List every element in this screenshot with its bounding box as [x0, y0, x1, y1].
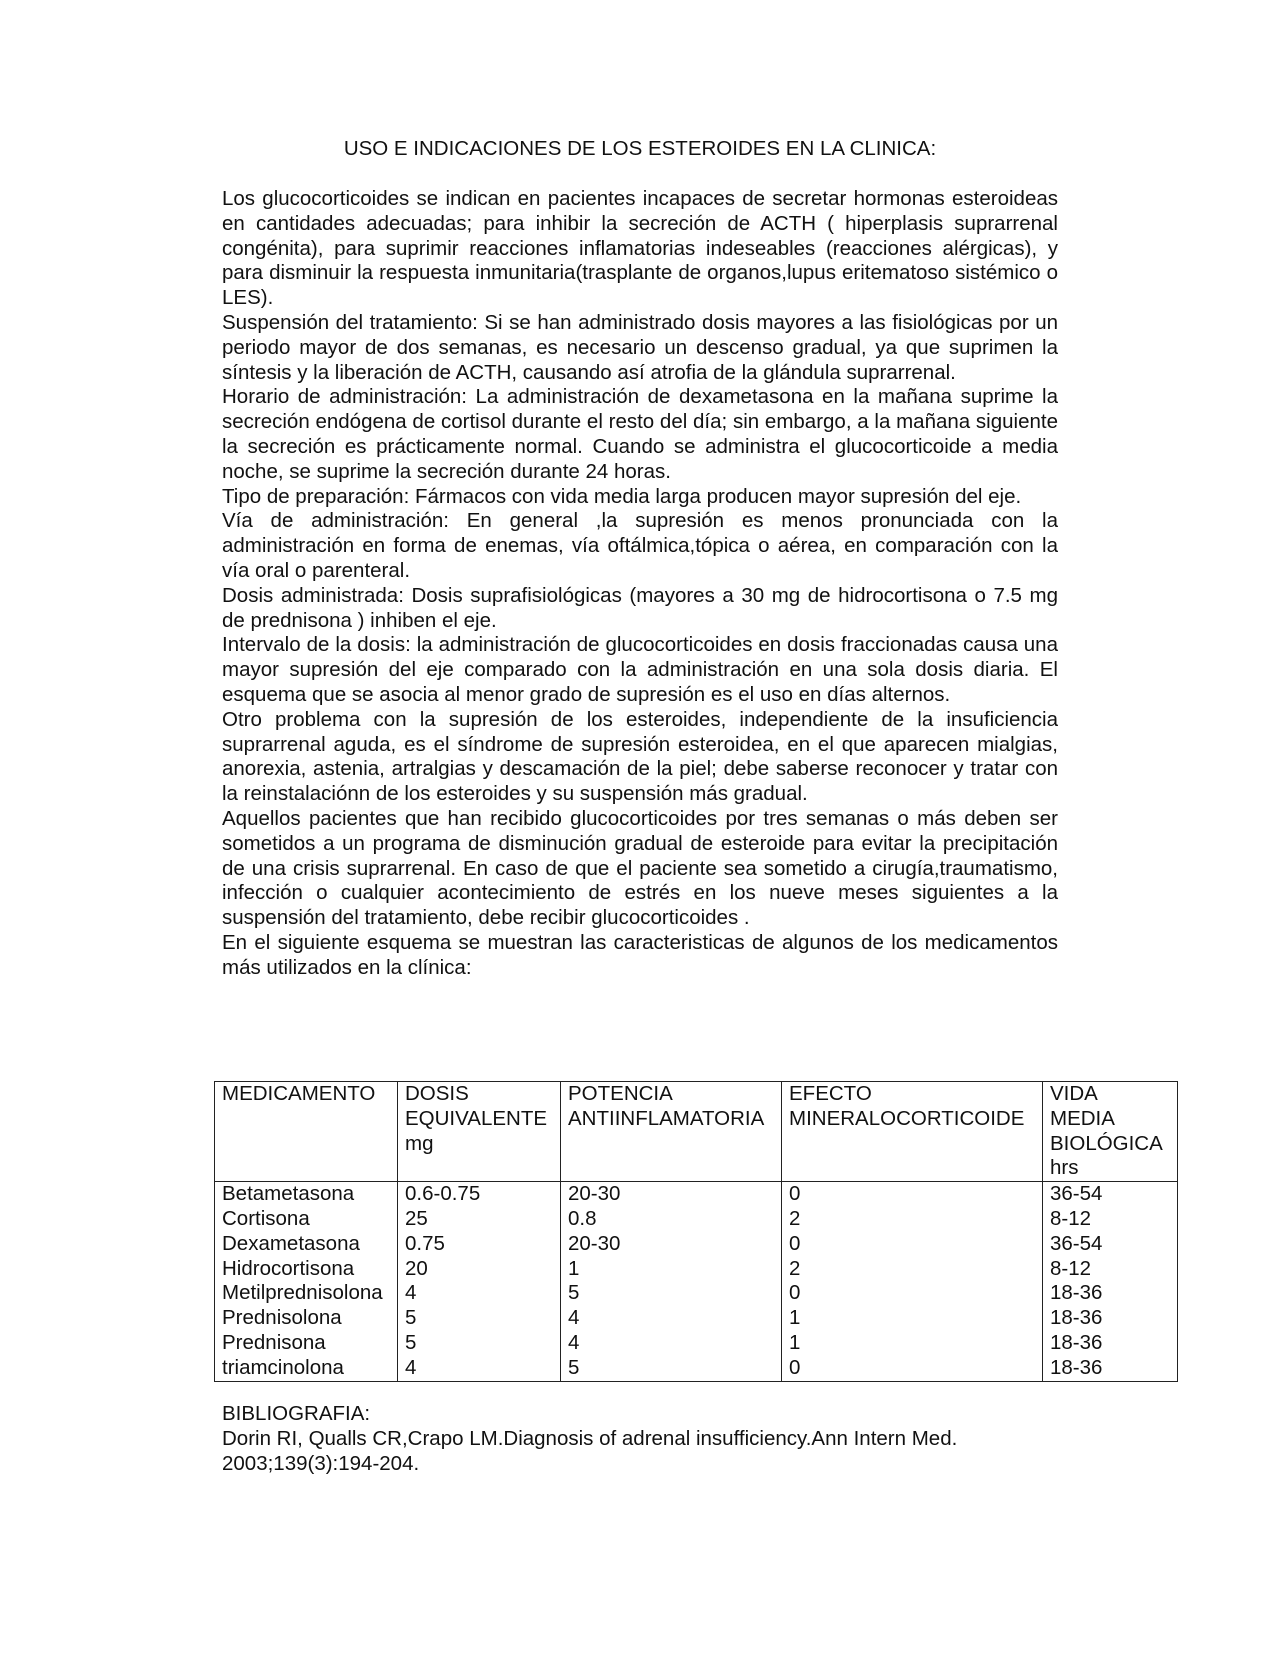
paragraph-suspension: Suspensión del tratamiento: Si se han administrado dosis mayores a las fisiológicas por un periodo mayor de dos semanas, es necesario un descenso gradual, ya que suprimen la síntesis y la liberación de ACTH, causando así atrofia de la glándula suprarrenal.: [222, 310, 1058, 384]
paragraph-schedule: Horario de administración: La administración de dexametasona en la mañana suprime la secreción endógena de cortisol durante el resto del día; sin embargo, a la mañana siguiente la secreción es prácticamente normal. Cuando se administra el glucocorticoide a media noche, se suprime la secreción durante 24 horas.: [222, 385, 1058, 483]
column-efecto: [782, 1182, 1043, 1381]
table-cell: 0.6-0.75: [405, 1182, 481, 1206]
header-line: EFECTO: [789, 1082, 872, 1105]
header-vida-media: [1043, 1082, 1178, 1182]
table-cell: 20-30: [568, 1231, 621, 1255]
bibliography-line: 2003;139(3):194-204.: [222, 1452, 420, 1475]
table-cell: Hidrocortisona: [222, 1256, 355, 1280]
header-line: hrs: [1050, 1156, 1079, 1180]
table-cell: 18-36: [1050, 1306, 1103, 1330]
table-cell: Cortisona: [222, 1206, 310, 1230]
header-line: DOSIS: [405, 1082, 469, 1105]
document-title: USO E INDICACIONES DE LOS ESTEROIDES EN LA CLINICA:: [343, 137, 937, 160]
table-cell: 0.75: [405, 1231, 445, 1255]
header-line: mg: [405, 1131, 434, 1155]
paragraph-indications: Los glucocorticoides se indican en pacientes incapaces de secretar hormonas esteroideas en cantidades adecuadas; para inhibir la secreción de ACTH ( hiperplasis suprarrenal congénita), para suprimir reacciones inflamatorias indeseables (reacciones alérgicas), y para disminuir la respuesta inmunitaria(trasplante de organos,lupus eritematoso sistémico o LES).: [222, 187, 1058, 310]
table-cell: Betametasona: [222, 1182, 355, 1206]
table-cell: 18-36: [1050, 1281, 1103, 1305]
table-cell: 2: [789, 1256, 801, 1280]
table-cell: 0: [789, 1231, 801, 1255]
table-cell: 8-12: [1050, 1206, 1092, 1230]
header-line: VIDA: [1050, 1082, 1098, 1105]
table-cell: 4: [405, 1281, 417, 1305]
medications-table: [214, 1081, 1178, 1382]
column-potencia: [561, 1182, 782, 1381]
table-cell: 0.8: [568, 1206, 597, 1230]
table-header-row: [215, 1082, 1178, 1182]
header-line: BIOLÓGICA: [1050, 1131, 1163, 1155]
column-dosis: [398, 1182, 561, 1381]
bibliography-line: Dorin RI, Qualls CR,Crapo LM.Diagnosis of adrenal insufficiency.Ann Intern Med.: [222, 1427, 958, 1450]
header-line: MEDIA: [1050, 1106, 1115, 1130]
table-cell: 4: [568, 1306, 580, 1330]
paragraph-preparation: Tipo de preparación: Fármacos con vida media larga producen mayor supresión del eje.: [222, 484, 1022, 508]
table-cell: 20-30: [568, 1182, 621, 1206]
table-cell: Prednisolona: [222, 1306, 342, 1330]
column-medicamento: [215, 1182, 398, 1381]
table-cell: 18-36: [1050, 1355, 1103, 1379]
table-cell: 1: [789, 1306, 801, 1330]
bibliography-heading: BIBLIOGRAFIA:: [222, 1402, 371, 1425]
header-efecto: [782, 1082, 1043, 1182]
table-cell: Metilprednisolona: [222, 1281, 383, 1305]
header-dosis-equivalente: [398, 1082, 561, 1182]
table-cell: 25: [405, 1206, 428, 1230]
header-line: ANTIINFLAMATORIA: [568, 1106, 765, 1130]
header-line: MINERALOCORTICOIDE: [789, 1106, 1025, 1130]
table-cell: 5: [405, 1330, 417, 1354]
table-cell: 0: [789, 1281, 801, 1305]
header-line: MEDICAMENTO: [222, 1082, 376, 1105]
table-cell: 36-54: [1050, 1182, 1103, 1206]
paragraph-table-intro: En el siguiente esquema se muestran las caracteristicas de algunos de los medicamentos más utilizados en la clínica:: [222, 930, 1058, 979]
header-potencia: [561, 1082, 782, 1182]
table-cell: 8-12: [1050, 1256, 1092, 1280]
table-cell: 5: [568, 1355, 580, 1379]
paragraph-interval: Intervalo de la dosis: la administración de glucocorticoides en dosis fraccionadas causa una mayor supresión del eje comparado con la administración en una sola dosis diaria. El esquema que se asocia al menor grado de supresión es el uso en días alternos.: [222, 633, 1058, 706]
table-cell: 18-36: [1050, 1330, 1103, 1354]
table-cell: Dexametasona: [222, 1231, 360, 1255]
table-cell: 0: [789, 1355, 801, 1379]
paragraph-adrenal-crisis: Aquellos pacientes que han recibido glucocorticoides por tres semanas o más deben ser sometidos a un programa de disminución gradual de esteroide para evitar la precipitación de una crisis suprarrenal. En caso de que el paciente sea sometido a cirugía,traumatismo, infección o cualquier acontecimiento de estrés en los nueve meses siguientes a la suspensión del tratamiento, debe recibir glucocorticoides .: [222, 806, 1058, 930]
bibliography: [222, 1401, 1122, 1476]
table-cell: 5: [405, 1306, 417, 1330]
table-cell: 4: [568, 1330, 580, 1354]
paragraph-route: Vía de administración: En general ,la supresión es menos pronunciada con la administración en forma de enemas, vía oftálmica,tópica o aérea, en comparación con la vía oral o parenteral.: [222, 509, 1058, 582]
header-line: EQUIVALENTE: [405, 1106, 548, 1130]
table-body-row: [215, 1182, 1178, 1381]
table-cell: 36-54: [1050, 1231, 1103, 1255]
table-cell: 0: [789, 1182, 801, 1206]
table-cell: 2: [789, 1206, 801, 1230]
paragraph-withdrawal-syndrome: Otro problema con la supresión de los esteroides, independiente de la insuficiencia suprarrenal aguda, es el síndrome de supresión esteroidea, en el que aparecen mialgias, anorexia, astenia, artralgias y descamación de la piel; debe saberse reconocer y tratar con la reinstalaciónn de los esteroides y su suspensión más gradual.: [222, 707, 1058, 806]
table-cell: 1: [789, 1330, 801, 1354]
header-medicamento: [215, 1082, 398, 1182]
table-cell: 1: [568, 1256, 580, 1280]
table-cell: 4: [405, 1355, 417, 1379]
paragraph-dose: Dosis administrada: Dosis suprafisiológicas (mayores a 30 mg de hidrocortisona o 7.5 mg de prednisona ) inhiben el eje.: [222, 583, 1058, 632]
body-text: [222, 187, 1058, 981]
header-line: POTENCIA: [568, 1082, 673, 1105]
column-vida-media: [1043, 1182, 1178, 1381]
table-cell: 5: [568, 1281, 580, 1305]
table-cell: 20: [405, 1256, 428, 1280]
table-cell: triamcinolona: [222, 1355, 344, 1379]
table-cell: Prednisona: [222, 1330, 326, 1354]
